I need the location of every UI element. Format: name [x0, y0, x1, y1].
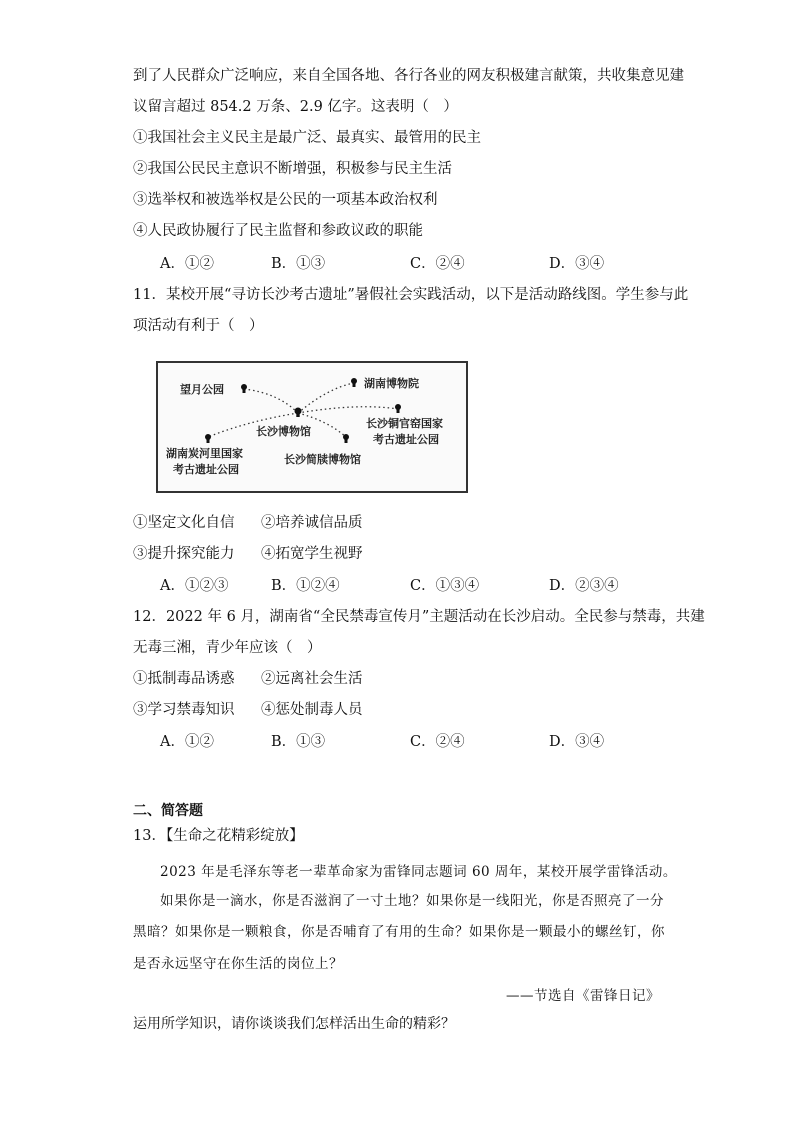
route-tongguanyao — [298, 407, 398, 413]
q12-option-a[interactable]: A．①② — [160, 734, 214, 750]
q12-stem-line2: 无毒三湘，青少年应该（ ） — [133, 640, 322, 656]
q11-items-row1 — [133, 513, 533, 533]
q10-item-4: ④人民政协履行了民主监督和参政议政的职能 — [133, 223, 423, 239]
q11-stem-line1: 11．某校开展“寻访长沙考古遗址”暑假社会实践活动，以下是活动路线图。学生参与此 — [133, 287, 689, 303]
q13-paragraph-2-line1: 如果你是一滴水，你是否滋润了一寸土地？如果你是一线阳光，你是否照亮了一分 — [160, 893, 664, 909]
q10-item-3: ③选举权和被选举权是公民的一项基本政治权利 — [133, 192, 438, 208]
q11-options — [160, 576, 640, 596]
q11-option-b[interactable]: B．①②④ — [271, 578, 340, 594]
q12-item-3: ③学习禁毒知识 — [133, 702, 235, 718]
q12-item-4: ④惩处制毒人员 — [261, 702, 363, 718]
q11-option-c[interactable]: C．①③④ — [410, 578, 480, 594]
q13-heading: 13．【生命之花精彩绽放】 — [133, 828, 304, 844]
label-changsha-museum: 长沙博物馆 — [256, 425, 311, 438]
q11-option-a[interactable]: A．①②③ — [160, 578, 229, 594]
q12-options — [160, 732, 640, 752]
q11-items-row2 — [133, 544, 533, 564]
label-hunan-museum: 湖南博物院 — [364, 377, 419, 390]
pin-icon — [343, 434, 349, 443]
q11-item-2: ②培养诚信品质 — [261, 515, 363, 531]
route-wangyue — [244, 389, 298, 413]
q12-items-row2 — [133, 700, 533, 720]
q10-option-b[interactable]: B．①③ — [271, 256, 326, 272]
section-title: 二、简答题 — [133, 803, 203, 819]
q12-option-d[interactable]: D．③④ — [549, 734, 605, 750]
q12-item-2: ②远离社会生活 — [261, 671, 363, 687]
q12-items-row1 — [133, 669, 533, 689]
pin-icon — [395, 404, 401, 413]
q12-option-b[interactable]: B．①③ — [271, 734, 326, 750]
label-wangyue: 望月公园 — [180, 383, 224, 396]
q11-item-1: ①坚定文化自信 — [133, 515, 235, 531]
pin-icon — [241, 384, 247, 393]
label-tanheli-2: 考古遗址公园 — [173, 463, 239, 476]
q10-option-a[interactable]: A．①② — [160, 256, 214, 272]
q12-stem-line1: 12．2022 年 6 月，湖南省“全民禁毒宣传月”主题活动在长沙启动。全民参与禁毒，共建 — [133, 609, 705, 625]
label-tongguanyao-2: 考古遗址公园 — [373, 433, 439, 446]
q10-options — [160, 254, 640, 274]
q12-item-1: ①抵制毒品诱惑 — [133, 671, 235, 687]
q11-option-d[interactable]: D．②③④ — [549, 578, 619, 594]
q10-item-2: ②我国公民民主意识不断增强，积极参与民主生活 — [133, 161, 452, 177]
pin-icon — [295, 408, 302, 418]
q11-item-4: ④拓宽学生视野 — [261, 546, 363, 562]
q10-stem-line1: 到了人民群众广泛响应，来自全国各地、各行各业的网友积极建言献策，共收集意见建 — [133, 68, 684, 84]
label-tongguanyao-1: 长沙铜官窑国家 — [366, 417, 443, 430]
route-map — [156, 361, 468, 493]
q11-stem-line2: 项活动有利于（ ） — [133, 318, 264, 334]
q10-stem-line2: 议留言超过 854.2 万条、2.9 亿字。这表明（ ） — [133, 99, 458, 115]
q13-paragraph-2-line3: 是否永远坚守在你生活的岗位上？ — [133, 956, 343, 972]
pin-icon — [351, 378, 357, 387]
route-map-svg — [158, 363, 466, 491]
q10-option-d[interactable]: D．③④ — [549, 256, 605, 272]
q13-paragraph-2-line2: 黑暗？如果你是一颗粮食，你是否哺育了有用的生命？如果你是一颗最小的螺丝钉，你 — [133, 924, 665, 940]
q10-item-1: ①我国社会主义民主是最广泛、最真实、最管用的民主 — [133, 130, 481, 146]
q12-option-c[interactable]: C．②④ — [410, 734, 465, 750]
label-jiandu: 长沙简牍博物馆 — [284, 453, 361, 466]
q13-question: 运用所学知识，请你谈谈我们怎样活出生命的精彩？ — [133, 1016, 455, 1032]
q13-paragraph-1: 2023 年是毛泽东等老一辈革命家为雷锋同志题词 60 周年，某校开展学雷锋活动。 — [160, 864, 677, 880]
label-tanheli-1: 湖南炭河里国家 — [166, 447, 243, 460]
q10-option-c[interactable]: C．②④ — [410, 256, 465, 272]
pin-icon — [205, 434, 211, 443]
q11-item-3: ③提升探究能力 — [133, 546, 235, 562]
q13-source: ——节选自《雷锋日记》 — [506, 988, 660, 1004]
